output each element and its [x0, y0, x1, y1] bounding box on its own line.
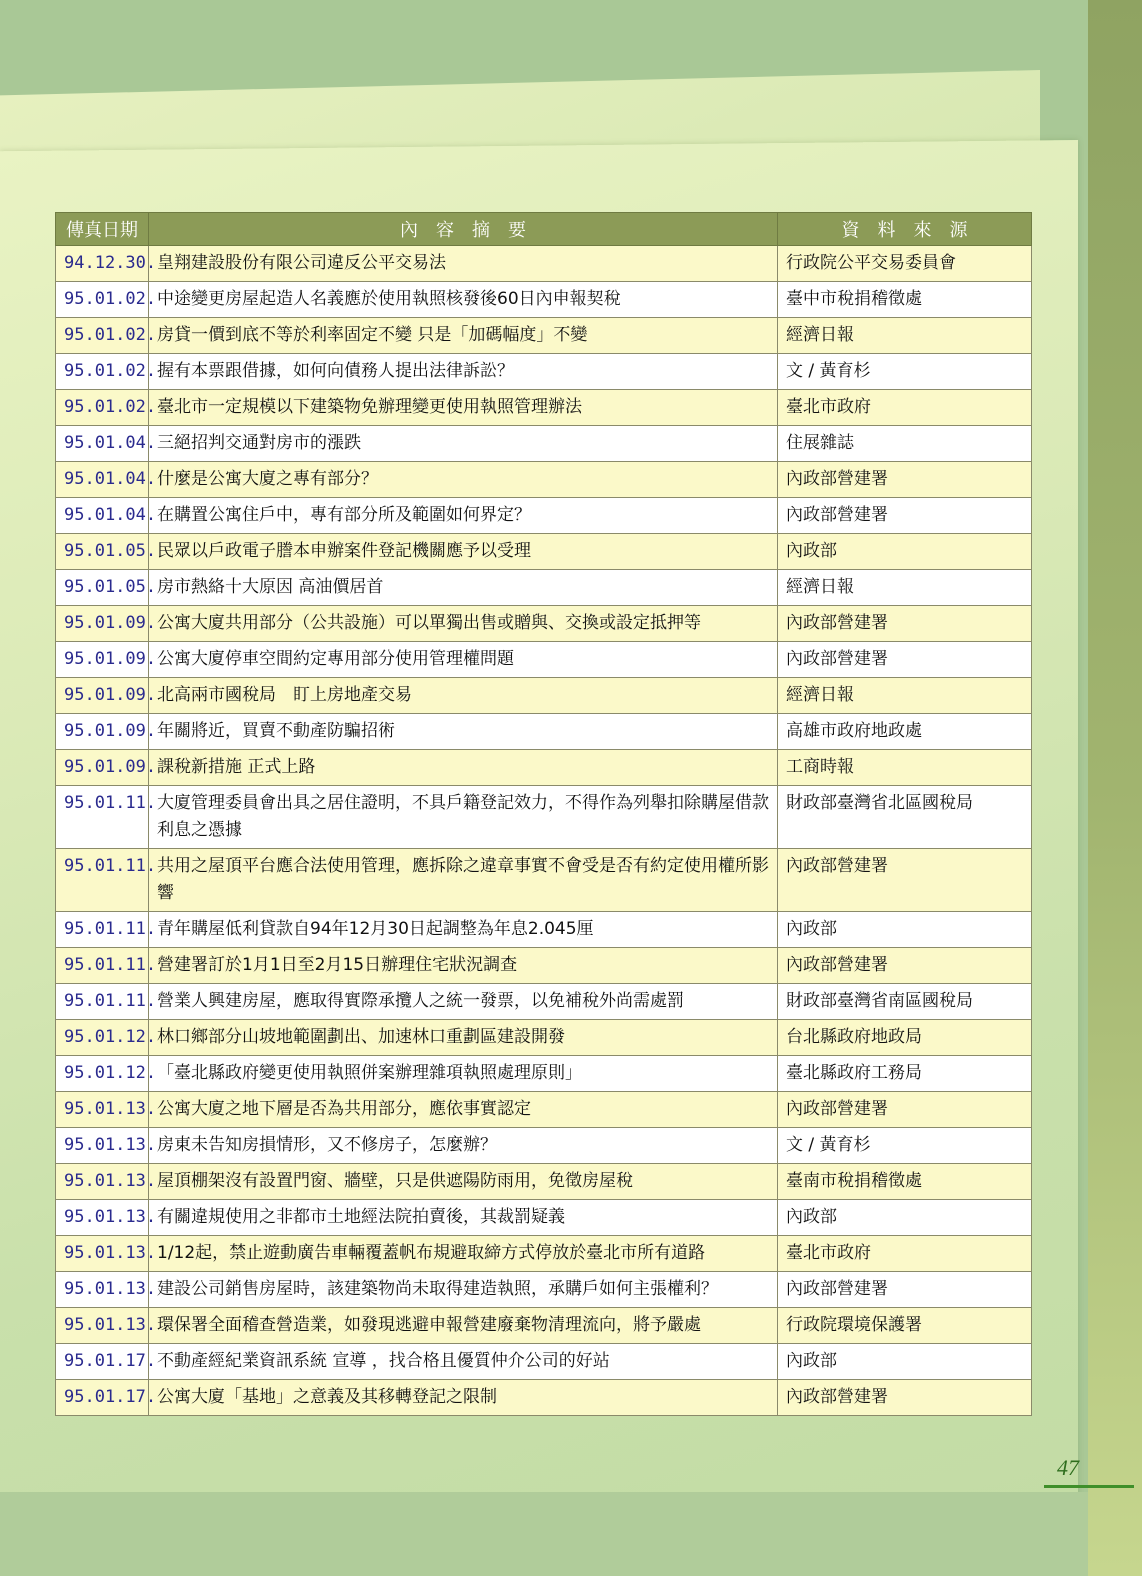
cell-source: 台北縣政府地政局	[778, 1020, 1032, 1056]
cell-summary: 1/12起，禁止遊動廣告車輛覆蓋帆布規避取締方式停放於臺北市所有道路	[149, 1236, 778, 1272]
cell-date: 95.01.09.	[56, 678, 149, 714]
cell-source: 住展雜誌	[778, 426, 1032, 462]
cell-summary: 北高兩市國稅局 盯上房地產交易	[149, 678, 778, 714]
cell-source: 內政部	[778, 534, 1032, 570]
cell-date: 95.01.12.	[56, 1056, 149, 1092]
cell-date: 95.01.05.	[56, 570, 149, 606]
right-decorative-band	[1088, 0, 1142, 1576]
cell-summary: 民眾以戶政電子謄本申辦案件登記機關應予以受理	[149, 534, 778, 570]
cell-summary: 房東未告知房損情形，又不修房子，怎麼辦？	[149, 1128, 778, 1164]
cell-source: 經濟日報	[778, 570, 1032, 606]
cell-date: 95.01.04.	[56, 462, 149, 498]
cell-date: 95.01.11.	[56, 786, 149, 849]
cell-summary: 握有本票跟借據，如何向債務人提出法律訴訟？	[149, 354, 778, 390]
cell-summary: 有關違規使用之非都市土地經法院拍賣後，其裁罰疑義	[149, 1200, 778, 1236]
cell-date: 95.01.13.	[56, 1200, 149, 1236]
table-row	[56, 948, 1032, 984]
header-source: 資 料 來 源	[778, 213, 1032, 246]
cell-date: 95.01.02.	[56, 318, 149, 354]
table-row	[56, 984, 1032, 1020]
cell-summary: 臺北市一定規模以下建築物免辦理變更使用執照管理辦法	[149, 390, 778, 426]
cell-summary: 三絕招判交通對房市的漲跌	[149, 426, 778, 462]
table-row	[56, 1380, 1032, 1416]
cell-summary: 中途變更房屋起造人名義應於使用執照核發後60日內申報契稅	[149, 282, 778, 318]
cell-date: 95.01.11.	[56, 948, 149, 984]
cell-date: 95.01.11.	[56, 849, 149, 912]
cell-summary: 什麼是公寓大廈之專有部分？	[149, 462, 778, 498]
cell-summary: 皇翔建設股份有限公司違反公平交易法	[149, 246, 778, 282]
table-row	[56, 1164, 1032, 1200]
cell-source: 臺北縣政府工務局	[778, 1056, 1032, 1092]
table-row	[56, 498, 1032, 534]
cell-date: 95.01.13.	[56, 1164, 149, 1200]
cell-source: 行政院環境保護署	[778, 1308, 1032, 1344]
table-row	[56, 1308, 1032, 1344]
table-row	[56, 606, 1032, 642]
cell-date: 95.01.02.	[56, 354, 149, 390]
table-row	[56, 534, 1032, 570]
cell-summary: 公寓大廈之地下層是否為共用部分，應依事實認定	[149, 1092, 778, 1128]
table-row	[56, 1056, 1032, 1092]
cell-date: 95.01.09.	[56, 714, 149, 750]
news-listing-table	[55, 212, 1032, 1416]
cell-summary: 房市熱絡十大原因 高油價居首	[149, 570, 778, 606]
cell-date: 95.01.04.	[56, 498, 149, 534]
cell-source: 內政部	[778, 1200, 1032, 1236]
cell-date: 95.01.11.	[56, 912, 149, 948]
cell-date: 94.12.30.	[56, 246, 149, 282]
cell-source: 內政部	[778, 1344, 1032, 1380]
table-row	[56, 426, 1032, 462]
cell-date: 95.01.05.	[56, 534, 149, 570]
cell-date: 95.01.02.	[56, 390, 149, 426]
cell-source: 內政部營建署	[778, 1380, 1032, 1416]
cell-summary: 課稅新措施 正式上路	[149, 750, 778, 786]
cell-source: 經濟日報	[778, 678, 1032, 714]
cell-summary: 大廈管理委員會出具之居住證明，不具戶籍登記效力，不得作為列舉扣除購屋借款利息之憑據	[149, 786, 778, 849]
cell-source: 行政院公平交易委員會	[778, 246, 1032, 282]
cell-date: 95.01.13.	[56, 1092, 149, 1128]
table-row	[56, 750, 1032, 786]
table-row	[56, 462, 1032, 498]
table-row	[56, 1200, 1032, 1236]
cell-summary: 房貸一價到底不等於利率固定不變 只是「加碼幅度」不變	[149, 318, 778, 354]
table-row	[56, 318, 1032, 354]
table-row	[56, 1128, 1032, 1164]
cell-source: 臺北市政府	[778, 1236, 1032, 1272]
page-number-underline	[1044, 1485, 1134, 1488]
table-row	[56, 1344, 1032, 1380]
table-row	[56, 912, 1032, 948]
cell-source: 內政部營建署	[778, 1272, 1032, 1308]
cell-summary: 不動產經紀業資訊系統 宣導 ，找合格且優質仲介公司的好站	[149, 1344, 778, 1380]
table-row	[56, 786, 1032, 849]
table-row	[56, 1092, 1032, 1128]
cell-source: 內政部營建署	[778, 462, 1032, 498]
cell-summary: 年關將近，買賣不動產防騙招術	[149, 714, 778, 750]
cell-date: 95.01.13.	[56, 1308, 149, 1344]
cell-date: 95.01.13.	[56, 1236, 149, 1272]
header-summary: 內 容 摘 要	[149, 213, 778, 246]
table-row	[56, 570, 1032, 606]
cell-summary: 屋頂棚架沒有設置門窗、牆壁，只是供遮陽防雨用，免徵房屋稅	[149, 1164, 778, 1200]
cell-source: 內政部	[778, 912, 1032, 948]
cell-date: 95.01.04.	[56, 426, 149, 462]
table-row	[56, 678, 1032, 714]
cell-summary: 青年購屋低利貸款自94年12月30日起調整為年息2.045厘	[149, 912, 778, 948]
cell-date: 95.01.13.	[56, 1272, 149, 1308]
cell-summary: 公寓大廈共用部分（公共設施）可以單獨出售或贈與、交換或設定抵押等	[149, 606, 778, 642]
table-row	[56, 390, 1032, 426]
cell-date: 95.01.09.	[56, 750, 149, 786]
cell-source: 工商時報	[778, 750, 1032, 786]
cell-summary: 林口鄉部分山坡地範圍劃出、加速林口重劃區建設開發	[149, 1020, 778, 1056]
cell-date: 95.01.09.	[56, 642, 149, 678]
cell-source: 內政部營建署	[778, 498, 1032, 534]
cell-source: 臺北市政府	[778, 390, 1032, 426]
table-body	[56, 246, 1032, 1416]
cell-summary: 營業人興建房屋，應取得實際承攬人之統一發票，以免補稅外尚需處罰	[149, 984, 778, 1020]
cell-summary: 環保署全面稽查營造業，如發現逃避申報營建廢棄物清理流向，將予嚴處	[149, 1308, 778, 1344]
cell-source: 經濟日報	[778, 318, 1032, 354]
table-row	[56, 282, 1032, 318]
table-row	[56, 1272, 1032, 1308]
cell-summary: 「臺北縣政府變更使用執照併案辦理雜項執照處理原則」	[149, 1056, 778, 1092]
cell-summary: 建設公司銷售房屋時，該建築物尚未取得建造執照，承購戶如何主張權利？	[149, 1272, 778, 1308]
cell-source: 臺南市稅捐稽徵處	[778, 1164, 1032, 1200]
table-row	[56, 714, 1032, 750]
table-row	[56, 246, 1032, 282]
cell-source: 文 / 黃育杉	[778, 354, 1032, 390]
cell-date: 95.01.02.	[56, 282, 149, 318]
table-row	[56, 642, 1032, 678]
cell-date: 95.01.17.	[56, 1380, 149, 1416]
cell-summary: 公寓大廈停車空間約定專用部分使用管理權問題	[149, 642, 778, 678]
table-row	[56, 849, 1032, 912]
cell-summary: 公寓大廈「基地」之意義及其移轉登記之限制	[149, 1380, 778, 1416]
cell-date: 95.01.13.	[56, 1128, 149, 1164]
cell-source: 財政部臺灣省北區國稅局	[778, 786, 1032, 849]
header-date: 傳真日期	[56, 213, 149, 246]
page-number: 47	[1057, 1455, 1079, 1480]
cell-source: 文 / 黃育杉	[778, 1128, 1032, 1164]
table-header-row	[56, 213, 1032, 246]
cell-source: 內政部營建署	[778, 606, 1032, 642]
cell-date: 95.01.11.	[56, 984, 149, 1020]
cell-date: 95.01.12.	[56, 1020, 149, 1056]
table-row	[56, 1236, 1032, 1272]
cell-source: 內政部營建署	[778, 948, 1032, 984]
table-row	[56, 354, 1032, 390]
bottom-decorative-sheet	[0, 1492, 1088, 1576]
cell-summary: 共用之屋頂平台應合法使用管理，應拆除之違章事實不會受是否有約定使用權所影響	[149, 849, 778, 912]
cell-date: 95.01.17.	[56, 1344, 149, 1380]
cell-date: 95.01.09.	[56, 606, 149, 642]
cell-source: 高雄市政府地政處	[778, 714, 1032, 750]
cell-source: 臺中市稅捐稽徵處	[778, 282, 1032, 318]
cell-summary: 營建署訂於1月1日至2月15日辦理住宅狀況調查	[149, 948, 778, 984]
cell-source: 內政部營建署	[778, 642, 1032, 678]
cell-source: 財政部臺灣省南區國稅局	[778, 984, 1032, 1020]
table-row	[56, 1020, 1032, 1056]
cell-source: 內政部營建署	[778, 1092, 1032, 1128]
cell-source: 內政部營建署	[778, 849, 1032, 912]
cell-summary: 在購置公寓住戶中，專有部分所及範圍如何界定？	[149, 498, 778, 534]
